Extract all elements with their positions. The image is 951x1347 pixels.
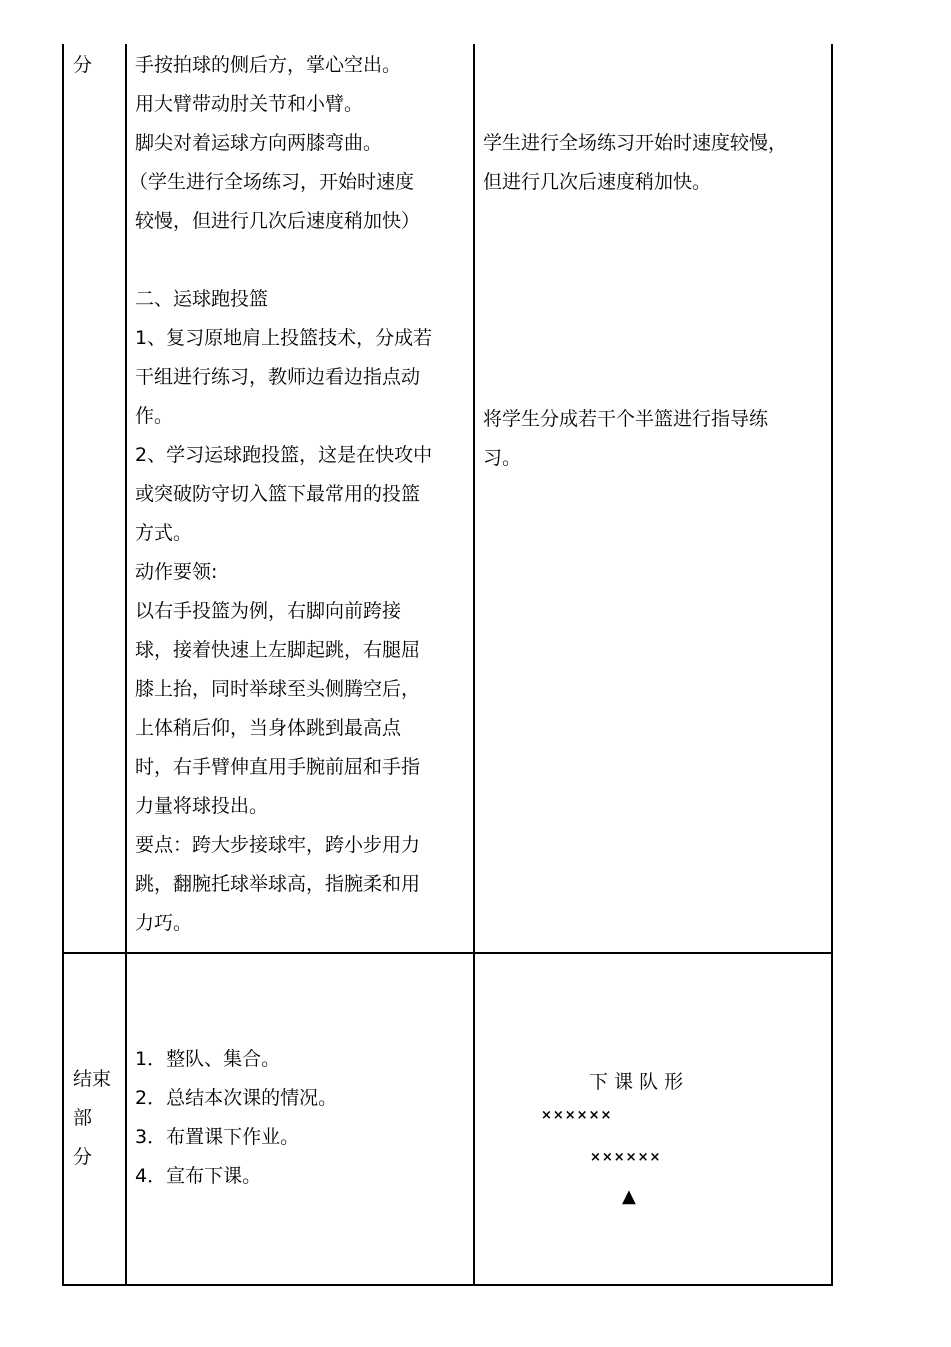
table-divider-col1 bbox=[125, 44, 127, 1286]
content-line: 膝上抬，同时举球至头侧腾空后， bbox=[135, 678, 421, 700]
section-label-text: 分 bbox=[73, 54, 93, 76]
content-line: 较慢，但进行几次后速度稍加快） bbox=[135, 210, 421, 232]
content-line: 跳，翻腕托球举球高，指腕柔和用 bbox=[135, 873, 421, 895]
content-line: 1、复习原地肩上投篮技术，分成若 bbox=[135, 327, 433, 349]
teacher-position-icon: ▲ bbox=[622, 1186, 636, 1207]
content-line: 二、运球跑投篮 bbox=[135, 288, 269, 310]
formation-row-students-2: ×××××× bbox=[590, 1150, 662, 1165]
table-divider-col2 bbox=[473, 44, 475, 1286]
content-line: 手按拍球的侧后方，掌心空出。 bbox=[135, 54, 402, 76]
content-line: 动作要领: bbox=[135, 561, 218, 583]
content-line: 球，接着快速上左脚起跳，右腿屈 bbox=[135, 639, 421, 661]
section-label-line: 部 bbox=[73, 1107, 93, 1129]
content-line: 力量将球投出。 bbox=[135, 795, 269, 817]
note-line: 习。 bbox=[483, 447, 522, 469]
content-line: 上体稍后仰，当身体跳到最高点 bbox=[135, 717, 402, 739]
content-cell-top bbox=[129, 46, 433, 943]
content-line: 作。 bbox=[135, 405, 174, 427]
content-line: 以右手投篮为例，右脚向前跨接 bbox=[135, 600, 402, 622]
notes-cell-second bbox=[483, 400, 768, 478]
table-border-right bbox=[831, 44, 833, 1286]
content-line: 时，右手臂伸直用手腕前屈和手指 bbox=[135, 756, 421, 778]
content-line: 脚尖对着运球方向两膝弯曲。 bbox=[135, 132, 383, 154]
formation-row-students-1: ×××××× bbox=[541, 1108, 613, 1123]
blank-line bbox=[135, 241, 432, 280]
table-border-left bbox=[62, 44, 64, 1286]
table-border-bottom bbox=[62, 1284, 833, 1286]
content-line: 力巧。 bbox=[135, 912, 193, 934]
section-label-top bbox=[73, 46, 92, 85]
section-label-line: 分 bbox=[73, 1146, 93, 1168]
notes-cell-first bbox=[483, 124, 787, 202]
note-line: 但进行几次后速度稍加快。 bbox=[483, 171, 712, 193]
content-line: （学生进行全场练习，开始时速度 bbox=[129, 171, 415, 193]
content-line: 2、学习运球跑投篮，这是在快攻中 bbox=[135, 444, 433, 466]
content-cell-end bbox=[135, 1040, 337, 1196]
note-line: 学生进行全场练习开始时速度较慢， bbox=[483, 132, 788, 154]
content-line: 3．布置课下作业。 bbox=[135, 1126, 300, 1148]
content-line: 要点：跨大步接球牢，跨小步用力 bbox=[135, 834, 421, 856]
content-line: 4．宣布下课。 bbox=[135, 1165, 262, 1187]
content-line: 或突破防守切入篮下最常用的投篮 bbox=[135, 483, 421, 505]
content-line: 1．整队、集合。 bbox=[135, 1048, 281, 1070]
content-line: 干组进行练习，教师边看边指点动 bbox=[135, 366, 421, 388]
content-line: 方式。 bbox=[135, 522, 193, 544]
section-label-end bbox=[73, 1060, 111, 1177]
content-line: 2．总结本次课的情况。 bbox=[135, 1087, 338, 1109]
note-line: 将学生分成若干个半篮进行指导练 bbox=[483, 408, 769, 430]
section-label-line: 结束 bbox=[73, 1068, 112, 1090]
table-row-divider bbox=[62, 952, 833, 954]
formation-title: 下 课 队 形 bbox=[589, 1071, 684, 1093]
content-line: 用大臂带动肘关节和小臂。 bbox=[135, 93, 364, 115]
